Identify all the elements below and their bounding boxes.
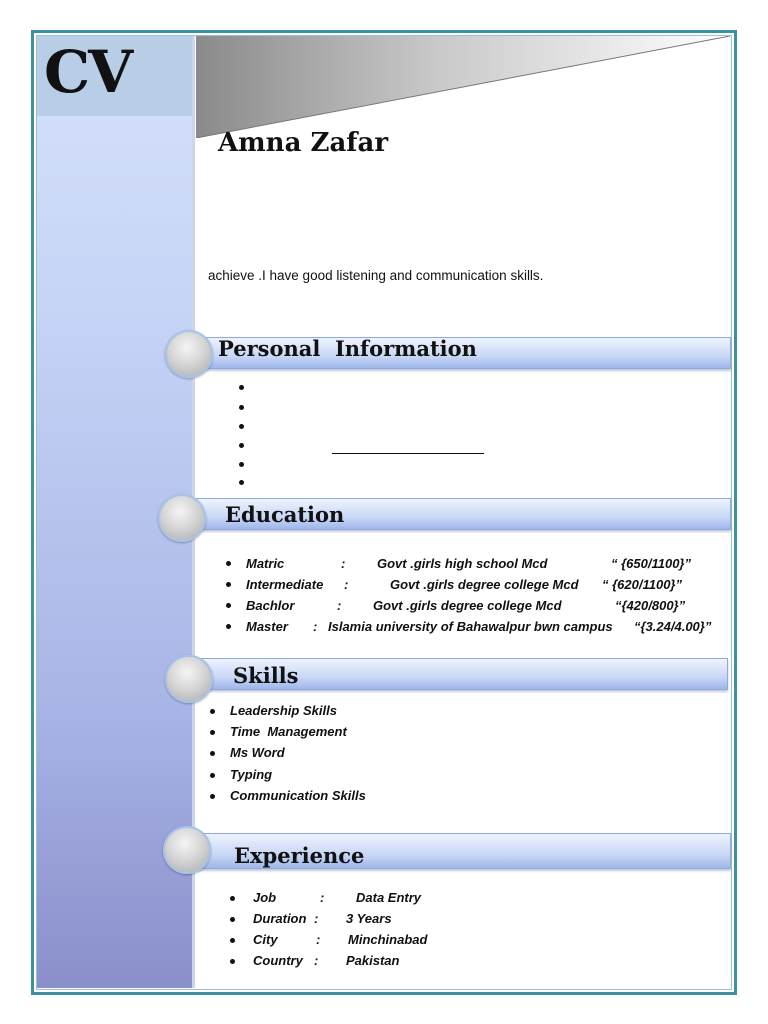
- bullet: [210, 709, 215, 714]
- candidate-name: Amna Zafar: [218, 128, 389, 158]
- cv-title: CV: [44, 38, 132, 106]
- bullet: [239, 385, 244, 390]
- exp-label: Duration: [253, 911, 307, 926]
- exp-value: Minchinabad: [348, 932, 428, 947]
- edu-degree: Matric: [246, 556, 285, 571]
- underline-field: [332, 453, 484, 454]
- bullet: [226, 561, 231, 566]
- edu-marks: “ {650/1100}”: [611, 556, 691, 571]
- exp-sep: :: [320, 890, 325, 905]
- skill-item: Leadership Skills: [230, 703, 337, 718]
- bullet: [239, 480, 244, 485]
- edu-institute: Govt .girls degree college Mcd: [373, 598, 562, 613]
- bullet: [230, 896, 235, 901]
- edu-institute: Govt .girls high school Mcd: [377, 556, 548, 571]
- edu-sep: :: [341, 556, 346, 571]
- edu-marks: “{420/800}”: [615, 598, 686, 613]
- skill-item: Time Management: [230, 724, 347, 739]
- exp-sep: :: [314, 953, 319, 968]
- summary-text: achieve .I have good listening and communication skills.: [208, 268, 544, 283]
- exp-sep: :: [316, 932, 321, 947]
- edu-sep: :: [337, 598, 342, 613]
- bullet: [239, 443, 244, 448]
- skill-item: Ms Word: [230, 745, 285, 760]
- personal-info-circle-icon: [165, 330, 213, 378]
- edu-degree: Master: [246, 619, 288, 634]
- edu-marks: “ {620/1100}”: [602, 577, 682, 592]
- header-banner: [196, 36, 730, 138]
- education-circle-icon: [158, 494, 206, 542]
- experience-circle-icon: [163, 826, 211, 874]
- bullet: [226, 624, 231, 629]
- exp-label: Job: [253, 890, 277, 905]
- skills-heading: Skills: [233, 663, 299, 688]
- personal-info-heading: Personal Information: [218, 336, 477, 361]
- bullet: [210, 751, 215, 756]
- bullet: [210, 794, 215, 799]
- edu-institute: Govt .girls degree college Mcd: [390, 577, 579, 592]
- bullet: [230, 959, 235, 964]
- skills-circle-icon: [165, 655, 213, 703]
- exp-sep: :: [314, 911, 319, 926]
- exp-value: Pakistan: [346, 953, 400, 968]
- bullet: [226, 582, 231, 587]
- exp-value: 3 Years: [346, 911, 392, 926]
- bullet: [226, 603, 231, 608]
- skill-item: Communication Skills: [230, 788, 366, 803]
- experience-heading: Experience: [234, 843, 365, 868]
- bullet: [230, 938, 235, 943]
- edu-degree: Intermediate: [246, 577, 324, 592]
- bullet: [230, 917, 235, 922]
- edu-marks: “{3.24/4.00}”: [634, 619, 712, 634]
- edu-degree: Bachlor: [246, 598, 295, 613]
- bullet: [239, 405, 244, 410]
- bullet: [210, 730, 215, 735]
- bullet: [239, 424, 244, 429]
- exp-label: Country: [253, 953, 303, 968]
- bullet: [239, 462, 244, 467]
- exp-value: Data Entry: [356, 890, 422, 905]
- edu-sep: :: [344, 577, 349, 592]
- skill-item: Typing: [230, 767, 273, 782]
- edu-institute: Islamia university of Bahawalpur bwn campus: [328, 619, 613, 634]
- bullet: [210, 773, 215, 778]
- exp-label: City: [253, 932, 278, 947]
- edu-sep: :: [313, 619, 318, 634]
- education-heading: Education: [225, 502, 345, 527]
